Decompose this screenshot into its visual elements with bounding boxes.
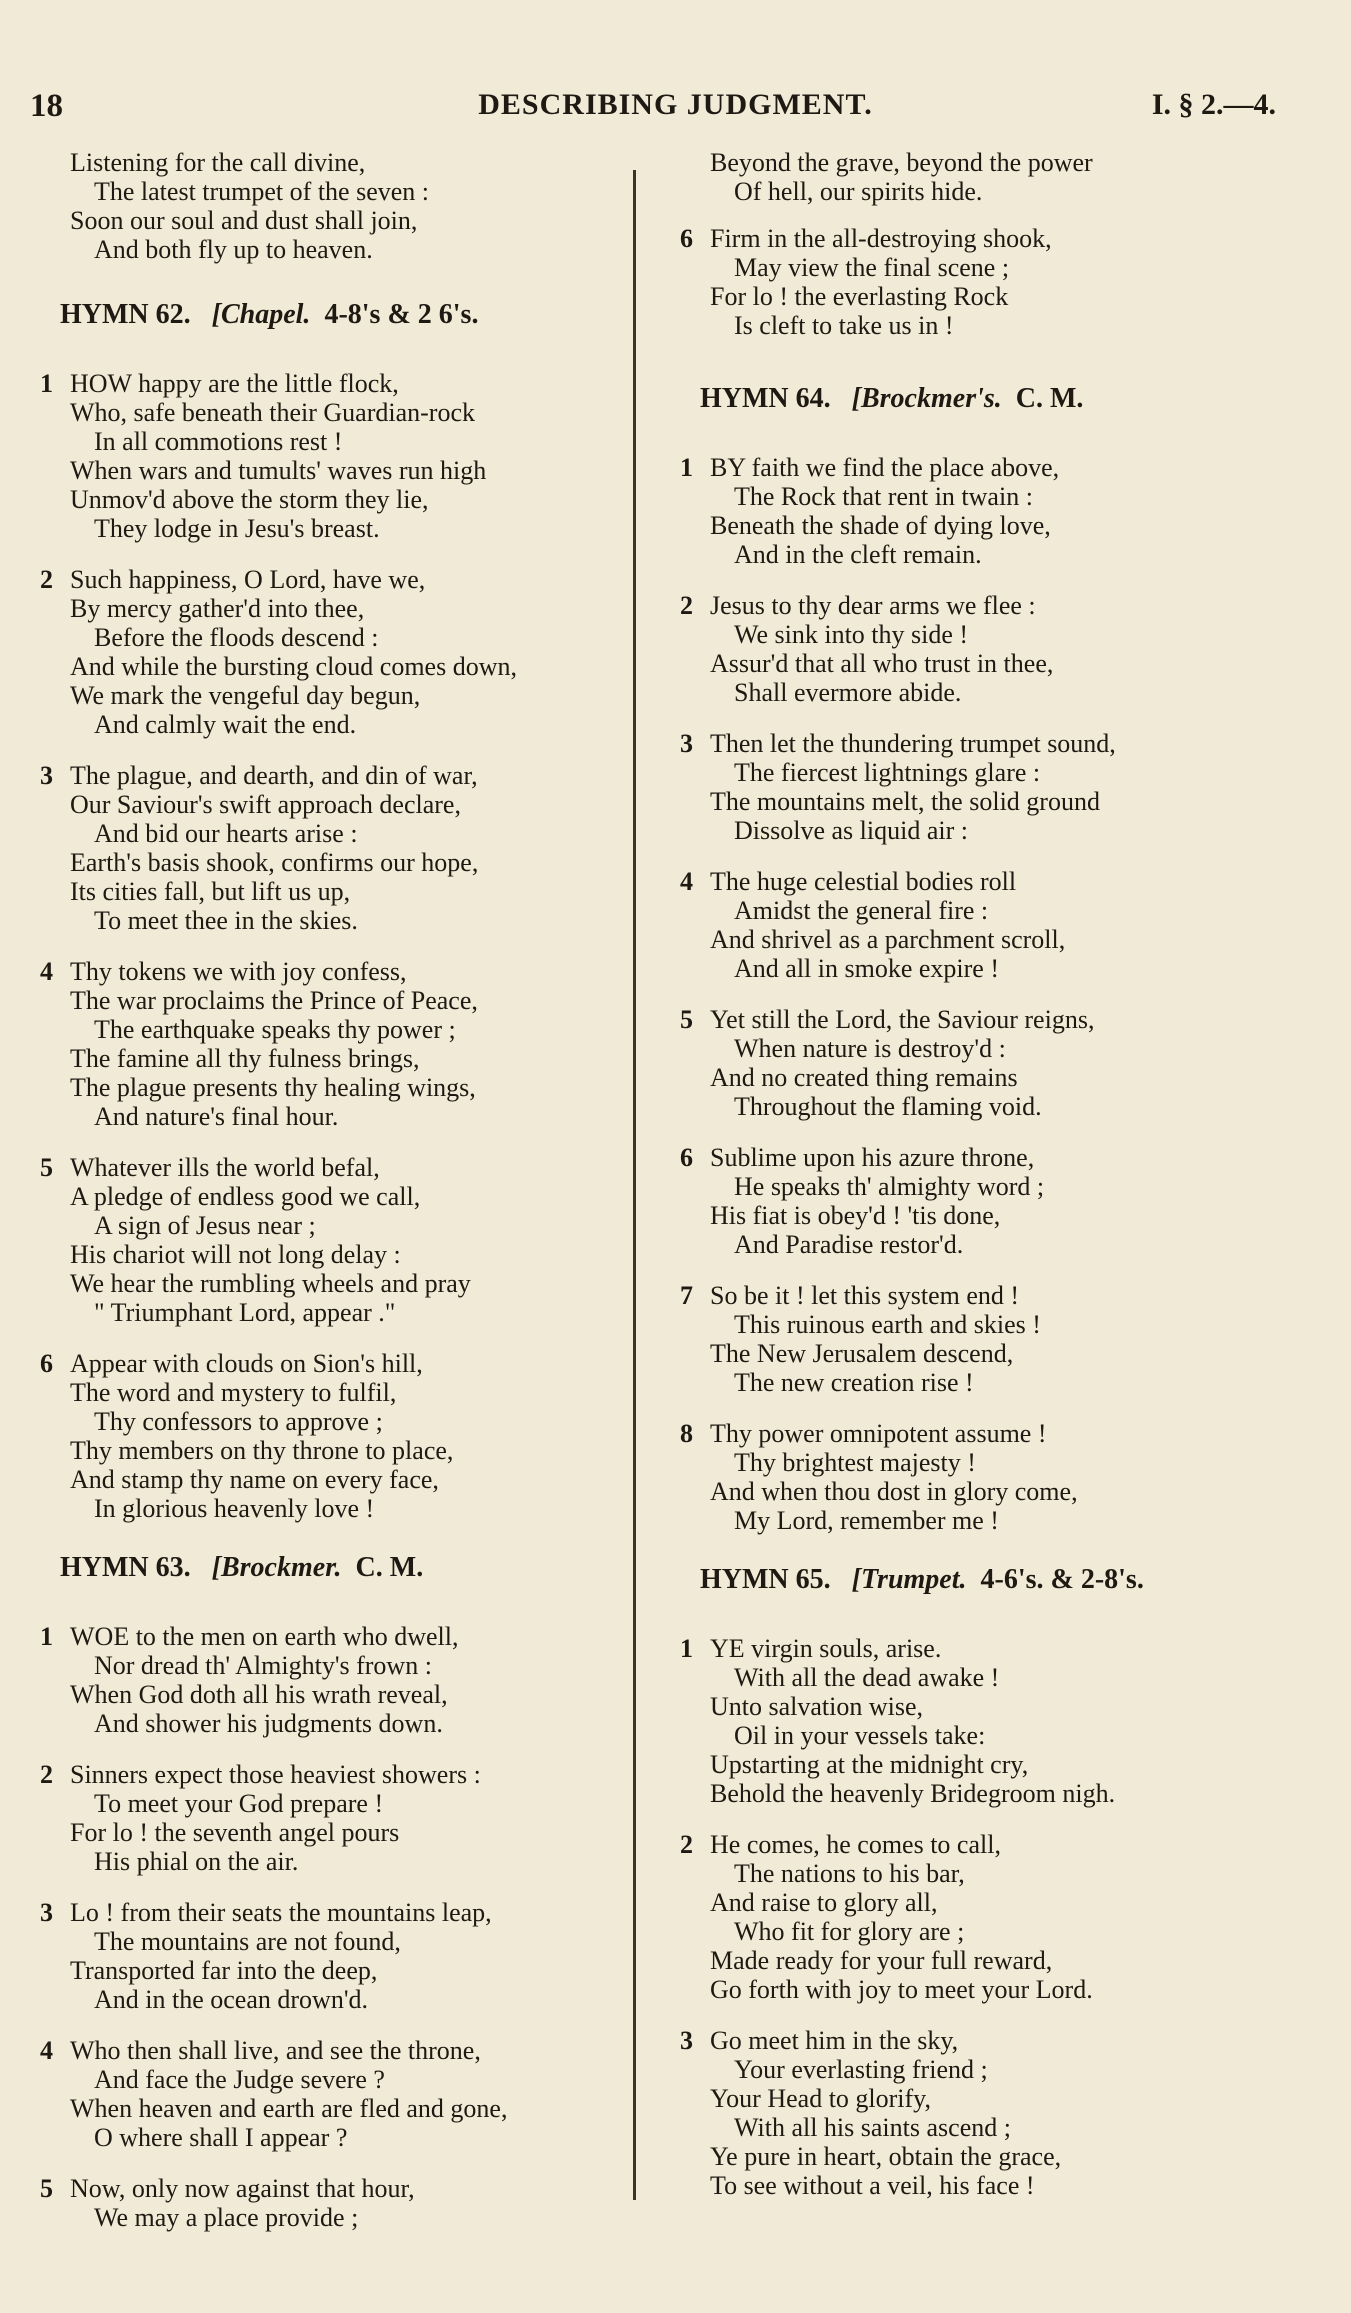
verse-line: So be it ! let this system end !	[710, 1281, 1020, 1310]
verse-line: Dissolve as liquid air :	[734, 816, 968, 845]
verse-line: Assur'd that all who trust in thee,	[710, 649, 1054, 678]
verse-number: 5	[680, 1005, 693, 1034]
verse-line: The nations to his bar,	[734, 1859, 965, 1888]
verse-line: BY faith we find the place above,	[710, 453, 1060, 482]
verse-number: 8	[680, 1419, 693, 1448]
hymn-heading	[60, 300, 630, 329]
verse-line: Who, safe beneath their Guardian-rock	[70, 398, 475, 427]
verse-line: The plague presents thy healing wings,	[70, 1073, 476, 1102]
verse-line: By mercy gather'd into thee,	[70, 594, 365, 623]
verse-line: Ye pure in heart, obtain the grace,	[710, 2142, 1062, 2171]
tune-name: [Brockmer's.	[851, 383, 1002, 414]
verse	[680, 1634, 1300, 1808]
verse	[680, 1281, 1300, 1397]
verse-line: Beyond the grave, beyond the power	[710, 148, 1093, 177]
verse	[40, 2174, 630, 2232]
verse-number: 3	[680, 729, 693, 758]
verse-line: They lodge in Jesu's breast.	[94, 514, 380, 543]
verse-number: 1	[40, 1622, 53, 1651]
verse-line: To meet your God prepare !	[94, 1789, 384, 1818]
verse-number: 2	[40, 565, 53, 594]
verse-line: When God doth all his wrath reveal,	[70, 1680, 448, 1709]
verse-line: Unto salvation wise,	[710, 1692, 924, 1721]
column-divider	[633, 170, 636, 2200]
verse-line: We may a place provide ;	[94, 2203, 359, 2232]
verse-line: Who fit for glory are ;	[734, 1917, 965, 1946]
verse-line: Upstarting at the midnight cry,	[710, 1750, 1029, 1779]
verse	[40, 1760, 630, 1876]
verse-line: Beneath the shade of dying love,	[710, 511, 1051, 540]
verse-line: Sublime upon his azure throne,	[710, 1143, 1035, 1172]
verse-line: In all commotions rest !	[94, 427, 343, 456]
verse-line: And shrivel as a parchment scroll,	[710, 925, 1066, 954]
verse-line: The earthquake speaks thy power ;	[94, 1015, 456, 1044]
verse-line: With all the dead awake !	[734, 1663, 1000, 1692]
section-reference: I. § 2.—4.	[1151, 88, 1276, 121]
verse-line: Appear with clouds on Sion's hill,	[70, 1349, 423, 1378]
verse-line: O where shall I appear ?	[94, 2123, 348, 2152]
page-number: 18	[30, 88, 63, 124]
verse-line: Unmov'd above the storm they lie,	[70, 485, 429, 514]
hymn-heading	[700, 1565, 1300, 1594]
hymn-number: HYMN 64.	[700, 383, 831, 414]
verse-line: Thy members on thy throne to place,	[70, 1436, 454, 1465]
verse-number: 1	[680, 1634, 693, 1663]
verse-line: Lo ! from their seats the mountains leap,	[70, 1898, 492, 1927]
verse-line: And no created thing remains	[710, 1063, 1018, 1092]
verse-line: The word and mystery to fulfil,	[70, 1378, 397, 1407]
verse-line: The plague, and dearth, and din of war,	[70, 761, 478, 790]
hymn-number: HYMN 65.	[700, 1564, 831, 1595]
verse-line: Oil in your vessels take:	[734, 1721, 986, 1750]
verse-line: Our Saviour's swift approach declare,	[70, 790, 461, 819]
verse	[680, 453, 1300, 569]
verse-line: Yet still the Lord, the Saviour reigns,	[710, 1005, 1095, 1034]
verse	[40, 957, 630, 1131]
verse-line: The huge celestial bodies roll	[710, 867, 1017, 896]
verse	[680, 867, 1300, 983]
verse	[40, 1153, 630, 1327]
verse-number: 2	[680, 1830, 693, 1859]
verse-line: Nor dread th' Almighty's frown :	[94, 1651, 432, 1680]
verse-line: And raise to glory all,	[710, 1888, 938, 1917]
verse-line: Jesus to thy dear arms we flee :	[710, 591, 1036, 620]
verse-line: And nature's final hour.	[94, 1102, 339, 1131]
verse-line: The Rock that rent in twain :	[734, 482, 1033, 511]
meter: 4-8's & 2 6's.	[324, 299, 479, 330]
verse-line: YE virgin souls, arise.	[710, 1634, 942, 1663]
verse-line: And when thou dost in glory come,	[710, 1477, 1078, 1506]
verse-line: And Paradise restor'd.	[734, 1230, 964, 1259]
verse-line: And face the Judge severe ?	[94, 2065, 385, 2094]
verse-number: 1	[680, 453, 693, 482]
verse-line: Then let the thundering trumpet sound,	[710, 729, 1116, 758]
verse-number: 3	[680, 2026, 693, 2055]
verse-line: Go forth with joy to meet your Lord.	[710, 1975, 1093, 2004]
verse-line: Such happiness, O Lord, have we,	[70, 565, 426, 594]
verse-number: 3	[40, 1898, 53, 1927]
verse-line: Thy power omnipotent assume !	[710, 1419, 1047, 1448]
verse-line: " Triumphant Lord, appear ."	[94, 1298, 396, 1327]
verse-line: A sign of Jesus near ;	[94, 1211, 316, 1240]
verse-line: And bid our hearts arise :	[94, 819, 358, 848]
verse-line: Thy brightest majesty !	[734, 1448, 976, 1477]
verse-line: Go meet him in the sky,	[710, 2026, 959, 2055]
verse	[40, 369, 630, 543]
page-header	[0, 88, 1351, 128]
verse-line: Transported far into the deep,	[70, 1956, 378, 1985]
verse-line: In glorious heavenly love !	[94, 1494, 375, 1523]
verse	[680, 1143, 1300, 1259]
running-title: DESCRIBING JUDGMENT.	[478, 88, 873, 121]
verse	[680, 729, 1300, 845]
verse-line: He speaks th' almighty word ;	[734, 1172, 1045, 1201]
verse-line: Thy tokens we with joy confess,	[70, 957, 407, 986]
verse	[40, 565, 630, 739]
hymn-number: HYMN 62.	[60, 299, 191, 330]
verse-number: 2	[680, 591, 693, 620]
verse-line: The fiercest lightnings glare :	[734, 758, 1041, 787]
verse-line: Sinners expect those heaviest showers :	[70, 1760, 481, 1789]
verse-line: To see without a veil, his face !	[710, 2171, 1035, 2200]
right-column	[680, 148, 1300, 2222]
verse-line: We sink into thy side !	[734, 620, 969, 649]
verse	[680, 224, 1300, 340]
verse-line: The famine all thy fulness brings,	[70, 1044, 420, 1073]
verse	[680, 591, 1300, 707]
verse-line: His fiat is obey'd ! 'tis done,	[710, 1201, 1001, 1230]
verse-line: And shower his judgments down.	[94, 1709, 443, 1738]
verse-line: We mark the vengeful day begun,	[70, 681, 421, 710]
verse-number: 3	[40, 761, 53, 790]
verse	[680, 1005, 1300, 1121]
verse-number: 4	[40, 2036, 53, 2065]
hymn-heading	[60, 1553, 630, 1582]
verse	[40, 761, 630, 935]
verse-line: His chariot will not long delay :	[70, 1240, 401, 1269]
verse-number: 1	[40, 369, 53, 398]
meter: 4-6's. & 2-8's.	[980, 1564, 1144, 1595]
verse-line: To meet thee in the skies.	[94, 906, 358, 935]
verse-line: Whatever ills the world befal,	[70, 1153, 380, 1182]
verse-line: And in the cleft remain.	[734, 540, 982, 569]
verse-number: 5	[40, 1153, 53, 1182]
verse-line: This ruinous earth and skies !	[734, 1310, 1041, 1339]
verse-line: The war proclaims the Prince of Peace,	[70, 986, 478, 1015]
verse-line: Before the floods descend :	[94, 623, 379, 652]
verse-line: And all in smoke expire !	[734, 954, 999, 983]
carryover-verse	[680, 148, 1300, 206]
verse-line: He comes, he comes to call,	[710, 1830, 1001, 1859]
verse-line: With all his saints ascend ;	[734, 2113, 1011, 2142]
verse-line: When nature is destroy'd :	[734, 1034, 1006, 1063]
verse-line: And in the ocean drown'd.	[94, 1985, 369, 2014]
verse-line: Firm in the all-destroying shook,	[710, 224, 1052, 253]
verse	[680, 1419, 1300, 1535]
verse-line: Your Head to glorify,	[710, 2084, 931, 2113]
verse-line: Who then shall live, and see the throne,	[70, 2036, 481, 2065]
verse-line: We hear the rumbling wheels and pray	[70, 1269, 471, 1298]
verse-line: May view the final scene ;	[734, 253, 1010, 282]
verse-line: When heaven and earth are fled and gone,	[70, 2094, 508, 2123]
verse-line: Of hell, our spirits hide.	[734, 177, 983, 206]
verse-number: 6	[680, 1143, 693, 1172]
verse-line: Soon our soul and dust shall join,	[70, 206, 418, 235]
verse-line: Behold the heavenly Bridegroom nigh.	[710, 1779, 1116, 1808]
carryover-verse	[40, 148, 630, 264]
verse-line: The New Jerusalem descend,	[710, 1339, 1014, 1368]
verse-line: His phial on the air.	[94, 1847, 299, 1876]
tune-name: [Trumpet.	[851, 1564, 967, 1595]
verse-line: And both fly up to heaven.	[94, 235, 373, 264]
verse-line: WOE to the men on earth who dwell,	[70, 1622, 459, 1651]
meter: C. M.	[355, 1552, 424, 1583]
verse-line: Made ready for your full reward,	[710, 1946, 1053, 1975]
verse-line: And stamp thy name on every face,	[70, 1465, 439, 1494]
verse-line: Your everlasting friend ;	[734, 2055, 988, 2084]
verse-line: Earth's basis shook, confirms our hope,	[70, 848, 479, 877]
verse-number: 6	[40, 1349, 53, 1378]
tune-name: [Chapel.	[211, 299, 311, 330]
left-column	[40, 148, 630, 2254]
verse	[680, 1830, 1300, 2004]
verse	[40, 1898, 630, 2014]
verse-number: 5	[40, 2174, 53, 2203]
hymn-number: HYMN 63.	[60, 1552, 191, 1583]
verse-line: The new creation rise !	[734, 1368, 974, 1397]
verse-line: Its cities fall, but lift us up,	[70, 877, 351, 906]
verse-number: 4	[40, 957, 53, 986]
verse-line: Now, only now against that hour,	[70, 2174, 415, 2203]
verse-line: HOW happy are the little flock,	[70, 369, 399, 398]
verse-line: Listening for the call divine,	[70, 148, 366, 177]
tune-name: [Brockmer.	[211, 1552, 342, 1583]
verse-number: 6	[680, 224, 693, 253]
verse-line: The mountains melt, the solid ground	[710, 787, 1100, 816]
verse	[680, 2026, 1300, 2200]
verse	[40, 1349, 630, 1523]
verse-line: A pledge of endless good we call,	[70, 1182, 421, 1211]
verse-line: Is cleft to take us in !	[734, 311, 954, 340]
hymn-heading	[700, 384, 1300, 413]
verse-number: 2	[40, 1760, 53, 1789]
verse-line: Thy confessors to approve ;	[94, 1407, 383, 1436]
verse-line: When wars and tumults' waves run high	[70, 456, 487, 485]
verse-line: And while the bursting cloud comes down,	[70, 652, 517, 681]
verse-line: And calmly wait the end.	[94, 710, 357, 739]
verse-line: The latest trumpet of the seven :	[94, 177, 430, 206]
verse	[40, 2036, 630, 2152]
verse-line: Shall evermore abide.	[734, 678, 962, 707]
verse-line: For lo ! the seventh angel pours	[70, 1818, 400, 1847]
verse-number: 4	[680, 867, 693, 896]
meter: C. M.	[1015, 383, 1084, 414]
verse-line: Amidst the general fire :	[734, 896, 989, 925]
verse-line: For lo ! the everlasting Rock	[710, 282, 1009, 311]
verse-line: Throughout the flaming void.	[734, 1092, 1042, 1121]
verse-line: The mountains are not found,	[94, 1927, 401, 1956]
verse-number: 7	[680, 1281, 693, 1310]
verse-line: My Lord, remember me !	[734, 1506, 999, 1535]
verse	[40, 1622, 630, 1738]
